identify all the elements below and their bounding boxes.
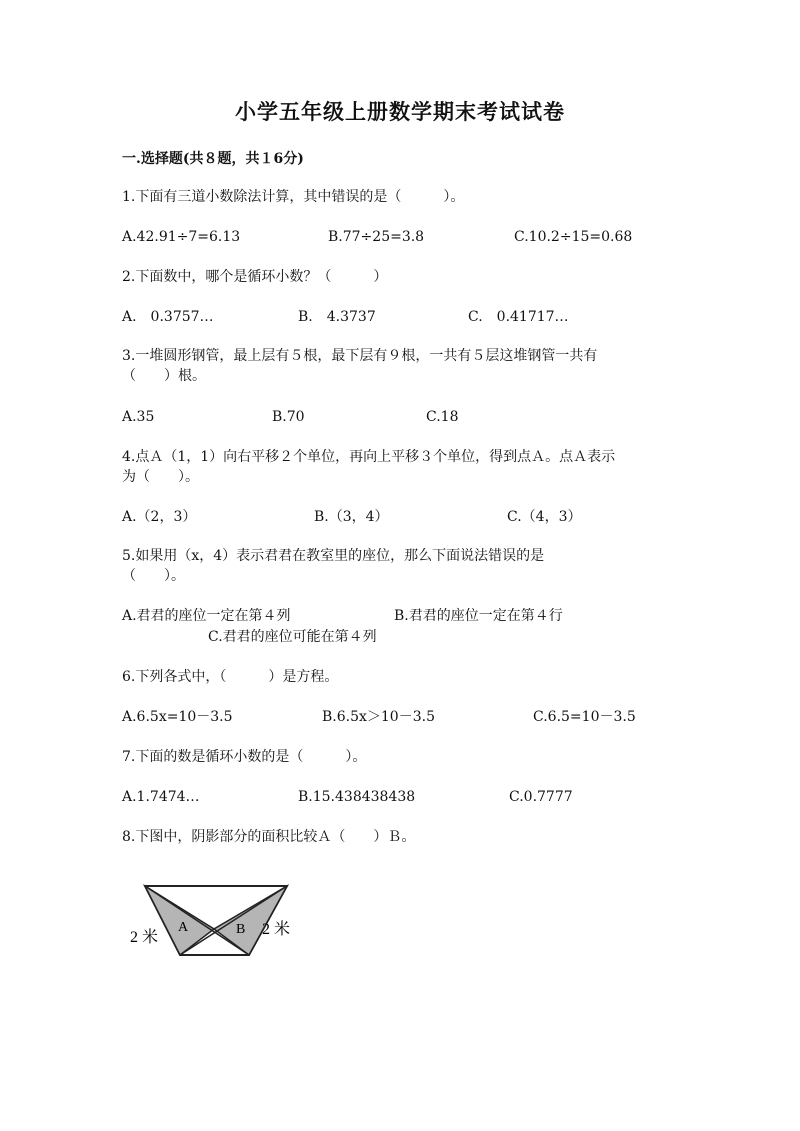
question-5-option-a: A.君君的座位一定在第４列 [122,608,291,624]
label-a: A [178,920,189,935]
question-6-option-a: A.6.5x=10－3.5 [122,709,233,725]
question-7-option-c: C.0.7777 [509,789,573,805]
question-3-option-b: B.70 [272,409,305,425]
left-side-length: 2 米 [130,929,159,946]
question-7-option-b: B.15.438438438 [298,789,416,805]
right-side-length: 2 米 [262,921,291,938]
question-2-option-c: C. 0.41717… [468,309,569,325]
question-5-stem-line-2: （ ）。 [122,568,185,584]
question-4-option-a: A.（2，3） [122,509,197,525]
question-3-option-a: A.35 [122,409,155,425]
question-5-option-b: B.君君的座位一定在第４行 [394,608,563,624]
page-title: 小学五年级上册数学期末考试试卷 [235,99,565,124]
question-1-option-b: B.77÷25=3.8 [328,229,425,245]
question-1-option-a: A.42.91÷7=6.13 [122,229,241,245]
question-3-stem-line-1: 3.一堆圆形钢管，最上层有５根，最下层有９根，一共有５层这堆钢管一共有 [122,348,598,364]
shaded-area-figure [122,876,307,961]
trapezoid-diagram [122,876,307,961]
label-b: B [236,922,246,937]
question-2-option-a: A. 0.3757… [122,309,214,325]
question-5-stem-line-1: 5.如果用（x，4）表示君君在教室里的座位，那么下面说法错误的是 [122,548,545,564]
question-2-stem: 2.下面数中，哪个是循环小数？（ ） [122,269,388,285]
question-5-option-c: C.君君的座位可能在第４列 [208,629,377,645]
question-1-option-c: C.10.2÷15=0.68 [514,229,633,245]
question-2-option-b: B. 4.3737 [298,309,376,325]
question-4-stem-line-2: 为（ ）。 [122,469,199,485]
question-8-stem: 8.下图中，阴影部分的面积比较Ａ（ ）Ｂ。 [122,829,416,845]
question-4-stem-line-1: 4.点Ａ（1，1）向右平移２个单位，再向上平移３个单位，得到点Ａ。点Ａ表示 [122,449,616,465]
question-4-option-b: B.（3，4） [314,509,389,525]
question-6-option-b: B.6.5x＞10－3.5 [322,709,435,725]
question-1-stem: 1.下面有三道小数除法计算，其中错误的是（ ）。 [122,189,465,205]
question-7-option-a: A.1.7474… [122,789,200,805]
question-7-stem: 7.下面的数是循环小数的是（ ）。 [122,749,367,765]
question-6-stem: 6.下列各式中，（ ）是方程。 [122,669,339,685]
question-3-stem-line-2: （ ）根。 [122,368,206,384]
question-3-option-c: C.18 [426,409,459,425]
section-heading: 一.选择题(共８题，共１6分) [122,151,304,167]
question-4-option-c: C.（4，3） [507,509,582,525]
question-6-option-c: C.6.5=10－3.5 [533,709,636,725]
